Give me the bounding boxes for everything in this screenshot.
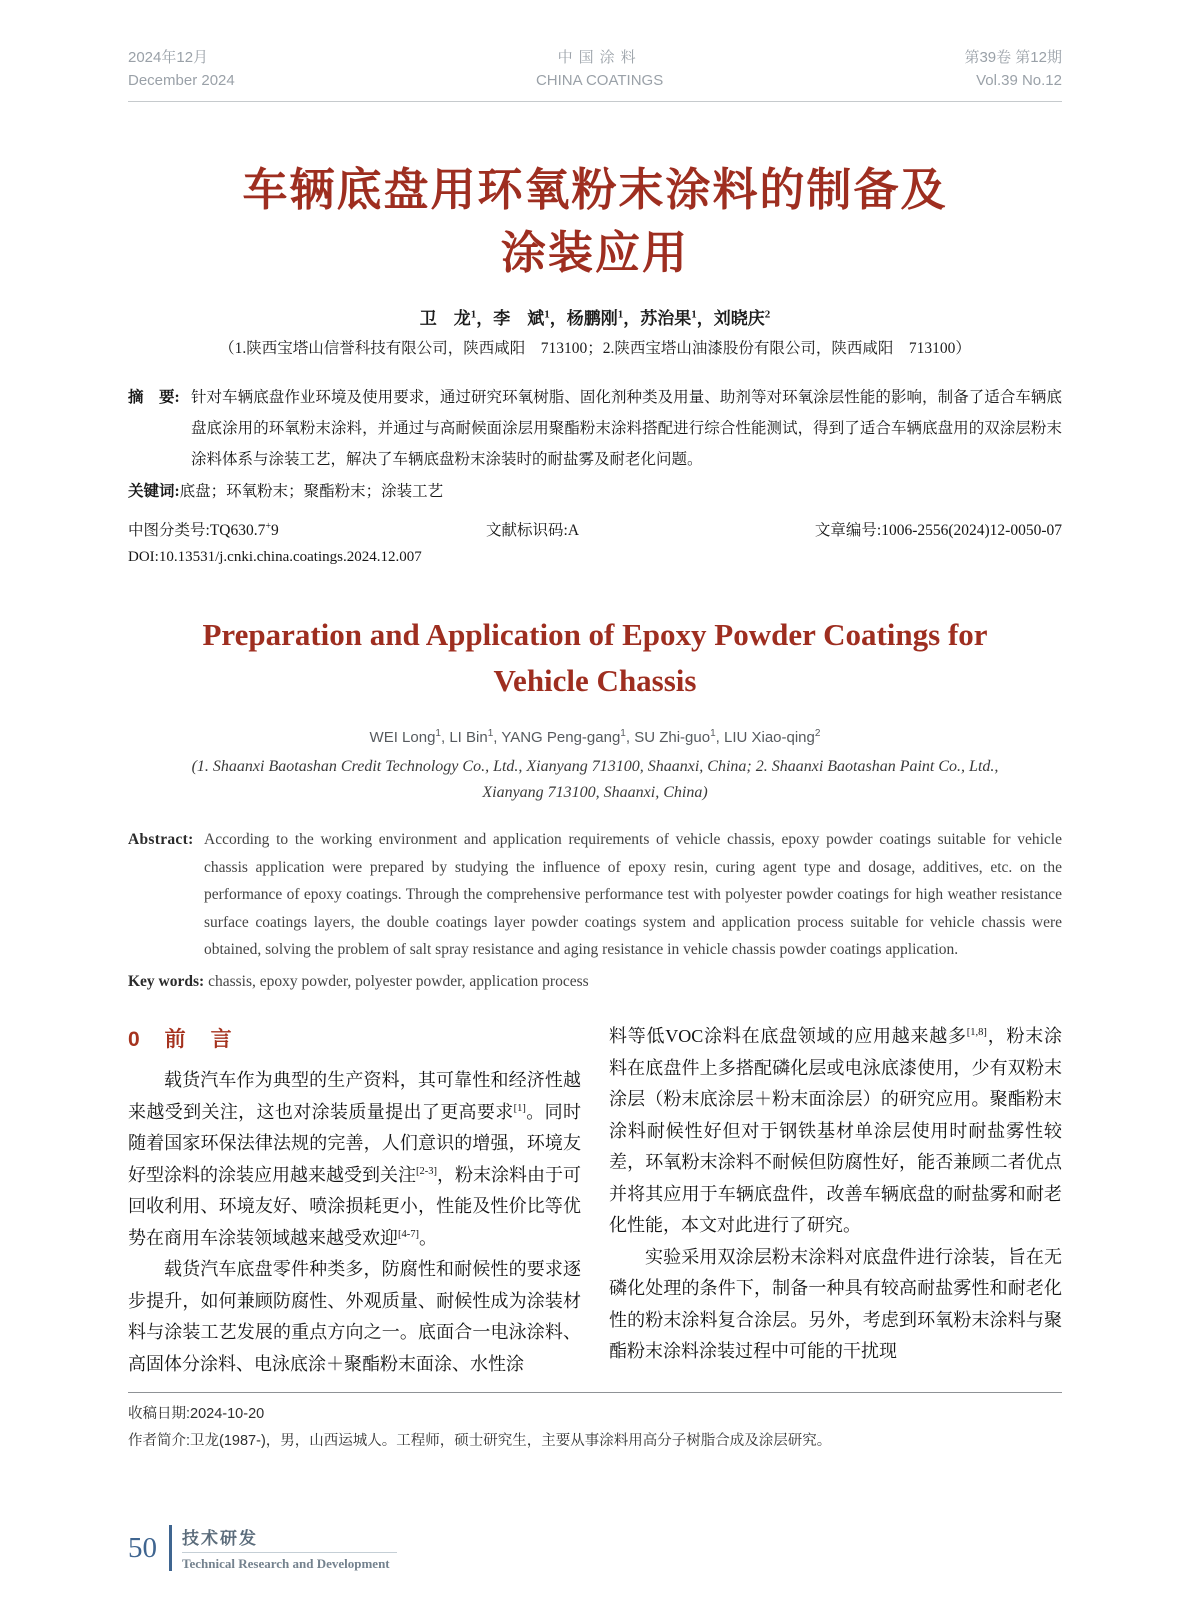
affiliation-en-line1: (1. Shaanxi Baotashan Credit Technology Co., Ltd., Xianyang 713100, Shaanxi, China; 2. Shaanxi Baotashan Paint Co., Ltd., <box>191 758 999 775</box>
affiliation-en <box>128 754 1062 806</box>
footer-divider-bar <box>169 1525 172 1571</box>
author-zh-affnum: 1 <box>691 308 697 321</box>
abstract-zh-label: 摘 要: <box>128 389 180 406</box>
document-code <box>486 518 815 540</box>
abstract-en-label: Abstract: <box>128 831 194 848</box>
keywords-zh-text: 底盘；环氧粉末；聚酯粉末；涂装工艺 <box>179 483 444 500</box>
journal-name <box>536 46 663 92</box>
author-en-affnum: 1 <box>710 728 716 739</box>
article-title-en-line1: Preparation and Application of Epoxy Powder Coatings for <box>202 617 988 652</box>
article-title-zh-line1: 车辆底盘用环氧粉末涂料的制备及 <box>242 164 948 215</box>
article-title-zh <box>128 158 1062 284</box>
author-separator: ， <box>623 309 641 328</box>
author-en: SU Zhi-guo <box>634 729 711 746</box>
article-title-en <box>128 612 1062 704</box>
abstract-zh <box>128 382 1062 475</box>
clc-number <box>128 518 486 540</box>
keywords-zh <box>128 476 1062 507</box>
affiliation-zh: （1.陕西宝塔山信誉科技有限公司，陕西咸阳 713100；2.陕西宝塔山油漆股份有限公司，陕西咸阳 713100） <box>219 340 971 357</box>
author-separator: , <box>625 729 635 746</box>
author-separator: ， <box>696 309 714 328</box>
author-separator: , <box>440 729 450 746</box>
journal-issue-zh: 第39卷 第12期 <box>964 49 1062 66</box>
journal-header <box>128 46 1062 102</box>
page-number: 50 <box>128 1531 157 1564</box>
article-meta-row <box>128 518 1062 540</box>
citation-ref: [2-3] <box>416 1165 437 1177</box>
intro-p3-text: 料等低VOC涂料在底盘领域的应用越来越多 <box>609 1026 967 1046</box>
journal-issue <box>964 46 1062 92</box>
journal-name-zh: 中国涂料 <box>557 49 642 66</box>
intro-paragraph-2-continued <box>609 1021 1062 1242</box>
author-en: YANG Peng-gang <box>501 729 621 746</box>
article-id <box>815 518 1062 540</box>
author-zh-affnum: 1 <box>470 308 477 321</box>
author-en: WEI Long <box>369 729 436 746</box>
citation-ref: [4-7] <box>398 1228 419 1240</box>
author-en-affnum: 1 <box>620 728 626 739</box>
document-code-label: 文献标识码: <box>486 522 568 539</box>
intro-p1-text: 。 <box>419 1227 437 1248</box>
intro-column-right <box>609 1021 1062 1380</box>
footer-section-labels <box>182 1524 397 1572</box>
keywords-en <box>128 968 1062 996</box>
keywords-en-text: chassis, epoxy powder, polyester powder, application process <box>208 972 589 990</box>
clc-value: TQ630.7 <box>209 522 266 539</box>
journal-date-en: December 2024 <box>128 72 235 89</box>
received-date: 收稿日期:2024-10-20 <box>128 1406 265 1422</box>
keywords-zh-label: 关键词: <box>128 483 180 500</box>
author-zh-affnum: 2 <box>764 308 771 321</box>
author-zh: 李 斌 <box>493 309 545 328</box>
author-bio: 作者简介:卫龙(1987-)，男，山西运城人。工程师，硕士研究生，主要从事涂料用高分子树脂合成及涂层研究。 <box>128 1433 832 1449</box>
page-footer <box>128 1524 397 1572</box>
citation-ref: [1] <box>513 1102 526 1114</box>
article-id-value: 1006-2556(2024)12-0050-07 <box>881 522 1062 539</box>
journal-date <box>128 46 235 92</box>
citation-ref: [1,8] <box>966 1027 987 1038</box>
article-title-en-line2: Vehicle Chassis <box>493 663 697 698</box>
abstract-en <box>128 826 1062 964</box>
authors-en <box>128 728 1062 746</box>
author-zh-affnum: 1 <box>617 308 624 321</box>
article-title-zh-line2: 涂装应用 <box>500 227 689 278</box>
author-zh-affnum: 1 <box>544 308 550 321</box>
author-separator: , <box>715 729 724 746</box>
footer-section-en: Technical Research and Development <box>182 1556 390 1571</box>
abstract-zh-text: 针对车辆底盘作业环境及使用要求，通过研究环氧树脂、固化剂种类及用量、助剂等对环氧涂层性能的影响，制备了适合车辆底盘底涂用的环氧粉末涂料，并通过与高耐候面涂层用聚酯粉末涂料搭配进行综合性能测试，得到了适合车辆底盘用的双涂层粉末涂料体系与涂装工艺，解决了车辆底盘粉末涂装时的耐盐雾及耐老化问题。 <box>191 389 1062 468</box>
author-zh: 苏治果 <box>640 309 692 328</box>
clc-sup: + <box>265 520 271 532</box>
author-separator: , <box>493 729 502 746</box>
intro-p1-text: 载货汽车作为典型的生产资料，其可靠性和经济性越来越受到关注，这也对涂装质量提出了更高要求 <box>128 1070 581 1122</box>
author-en: LIU Xiao-qing <box>723 729 815 746</box>
intro-paragraph-1 <box>128 1065 581 1254</box>
affiliation-en-line2: Xianyang 713100, Shaanxi, China) <box>482 784 708 801</box>
author-en-affnum: 2 <box>814 728 821 739</box>
journal-issue-en: Vol.39 No.12 <box>976 72 1062 89</box>
author-en-affnum: 1 <box>435 728 441 739</box>
author-en: LI Bin <box>449 729 488 746</box>
author-zh: 卫 龙 <box>419 309 471 328</box>
journal-name-en: CHINA COATINGS <box>535 72 664 89</box>
journal-date-zh: 2024年12月 <box>128 49 209 66</box>
intro-p1-text: 。同时随着国家环保法律法规的完善，人们意识的增强，环境友好型涂料的涂装应用越来越受到关注 <box>128 1101 581 1185</box>
author-zh: 刘晓庆 <box>713 309 765 328</box>
section-heading-intro: 0 前 言 <box>128 1028 234 1051</box>
author-zh: 杨鹏刚 <box>566 309 618 328</box>
clc-suffix: 9 <box>271 522 279 539</box>
clc-label: 中图分类号: <box>128 522 210 539</box>
author-separator: ， <box>476 309 494 328</box>
intro-columns <box>128 1021 1062 1380</box>
intro-p3-text: ，粉末涂料在底盘件上多搭配磷化层或电泳底漆使用，少有双粉末涂层（粉末底涂层＋粉末面涂层）的研究应用。聚酯粉末涂料耐候性好但对于钢铁基材单涂层使用时耐盐雾性较差，环氧粉末涂料不耐候但防腐性好，能否兼顾二者优点并将其应用于车辆底盘件，改善车辆底盘的耐盐雾和耐老化性能，本文对此进行了研究。 <box>609 1026 1062 1235</box>
document-code-value: A <box>567 522 580 539</box>
intro-p1-text: ，粉末涂料由于可回收利用、环境友好、喷涂损耗更小，性能及性价比等优势在商用车涂装领域越来越受欢迎 <box>128 1164 581 1248</box>
author-en-affnum: 1 <box>487 728 494 739</box>
intro-column-left <box>128 1021 581 1380</box>
intro-paragraph-3: 实验采用双涂层粉末涂料对底盘件进行涂装，旨在无磷化处理的条件下，制备一种具有较高耐盐雾性和耐老化性的粉末涂料复合涂层。另外，考虑到环氧粉末涂料与聚酯粉末涂料涂装过程中可能的干扰现 <box>609 1246 1062 1361</box>
keywords-en-label: Key words: <box>128 972 205 990</box>
authors-zh <box>128 304 1062 329</box>
intro-paragraph-2: 载货汽车底盘零件种类多，防腐性和耐候性的要求逐步提升，如何兼顾防腐性、外观质量、耐候性成为涂装材料与涂装工艺发展的重点方向之一。底面合一电泳涂料、高固体分涂料、电泳底涂＋聚酯粉末面涂、水性涂 <box>128 1259 581 1374</box>
abstract-en-text: According to the working environment and application requirements of vehicle chassis, epoxy powder coatings suitable for vehicle chassis application were prepared by studying the influence of epoxy resin, curing agent type and dosage, additives, etc. on the performance of epoxy coatings. Through the comprehensive performance test with polyester powder coatings for high weather resistance surface coatings layers, the double coatings layer powder coatings system and application process suitable for vehicle chassis were obtained, solving the problem of salt spray resistance and aging resistance in vehicle chassis powder coatings application. <box>204 831 1062 958</box>
footer-section-zh: 技术研发 <box>182 1524 397 1553</box>
author-separator: ， <box>549 309 567 328</box>
doi: DOI:10.13531/j.cnki.china.coatings.2024.12.007 <box>128 549 422 565</box>
footnote-block <box>128 1392 1062 1455</box>
article-id-label: 文章编号: <box>814 522 882 539</box>
